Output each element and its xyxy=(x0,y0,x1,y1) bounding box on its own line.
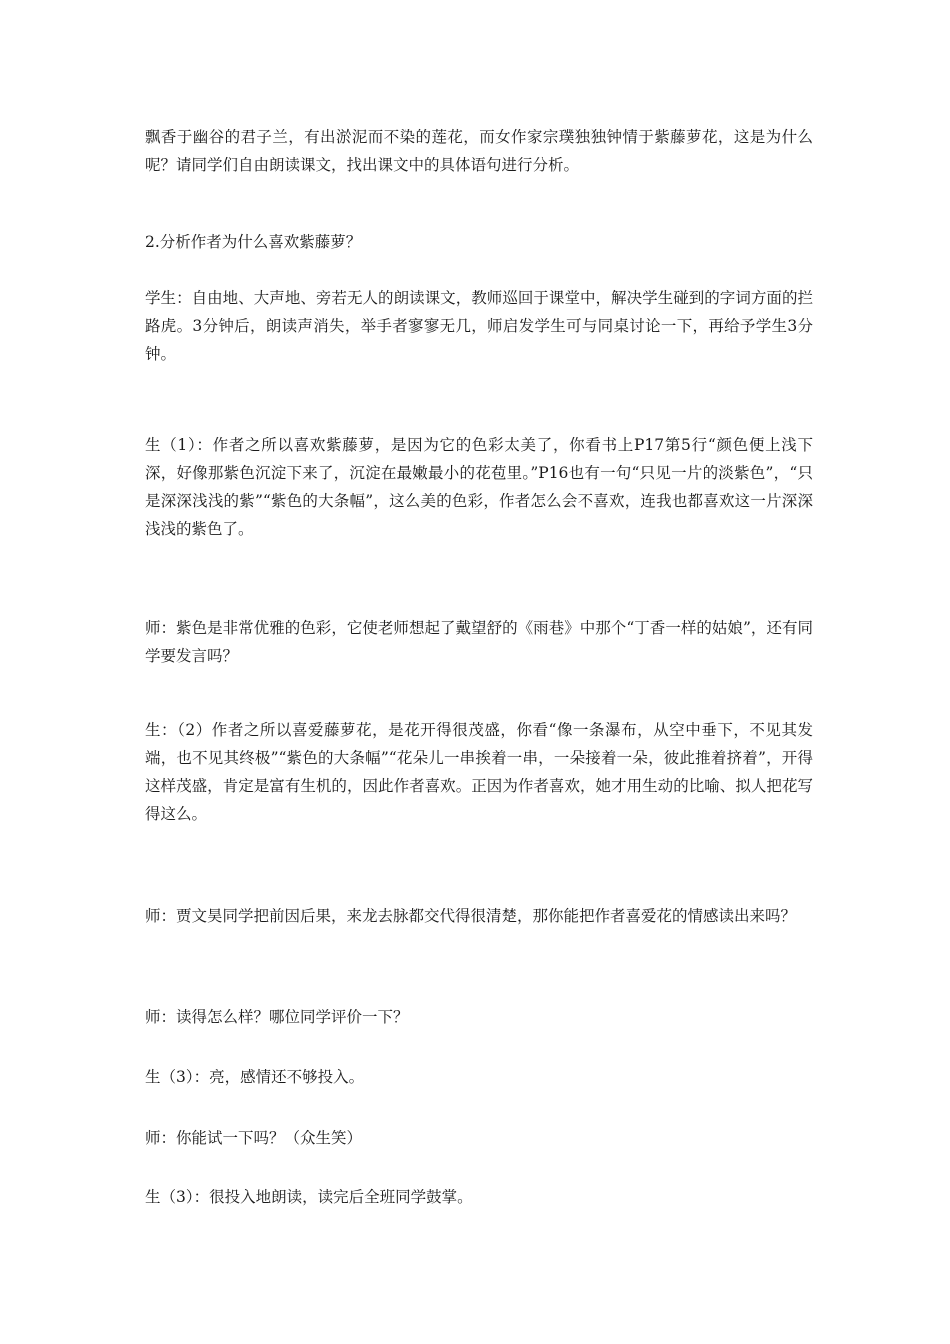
paragraph-intro: 飘香于幽谷的君子兰，有出淤泥而不染的莲花，而女作家宗璞独独钟情于紫藤萝花，这是为什么呢？请同学们自由朗读课文，找出课文中的具体语句进行分析。 xyxy=(145,128,813,174)
paragraph-student-2: 生：（2）作者之所以喜爱藤萝花，是花开得很茂盛，你看“像一条瀑布，从空中垂下，不见其发端，也不见其终极”“紫色的大条幅”“花朵儿一串挨着一串，一朵接着一朵，彼此推着挤着”，开得这样茂盛，肯定是富有生机的，因此作者喜欢。正因为作者喜欢，她才用生动的比喻、拟人把花写得这么。 xyxy=(145,721,813,823)
paragraph-teacher-2: 师：贾文昊同学把前因后果，来龙去脉都交代得很清楚，那你能把作者喜爱花的情感读出来吗？ xyxy=(145,907,797,925)
paragraph-student-activity: 学生：自由地、大声地、旁若无人的朗读课文，教师巡回于课堂中，解决学生碰到的字词方面的拦路虎。3分钟后，朗读声消失，举手者寥寥无几，师启发学生可与同桌讨论一下，再给予学生3分钟。 xyxy=(145,289,813,363)
paragraph-student-4: 生（3）：很投入地朗读，读完后全班同学鼓掌。 xyxy=(145,1188,473,1206)
section-heading: 2.分析作者为什么喜欢紫藤萝？ xyxy=(145,233,362,251)
paragraph-teacher-4: 师：你能试一下吗？（众生笑） xyxy=(145,1129,363,1147)
paragraph-teacher-1: 师：紫色是非常优雅的色彩，它使老师想起了戴望舒的《雨巷》中那个“丁香一样的姑娘”，还有同学要发言吗？ xyxy=(145,619,813,665)
paragraph-student-1: 生（1）：作者之所以喜欢紫藤萝，是因为它的色彩太美了，你看书上P17第5行“颜色便上浅下深，好像那紫色沉淀下来了，沉淀在最嫩最小的花苞里。”P16也有一句“只见一片的淡紫色”，“只是深深浅浅的紫”“紫色的大条幅”，这么美的色彩，作者怎么会不喜欢，连我也都喜欢这一片深深浅浅的紫色了。 xyxy=(145,436,813,538)
paragraph-student-3: 生（3）：亮，感情还不够投入。 xyxy=(145,1068,365,1086)
paragraph-teacher-3: 师：读得怎么样？哪位同学评价一下？ xyxy=(145,1008,409,1026)
